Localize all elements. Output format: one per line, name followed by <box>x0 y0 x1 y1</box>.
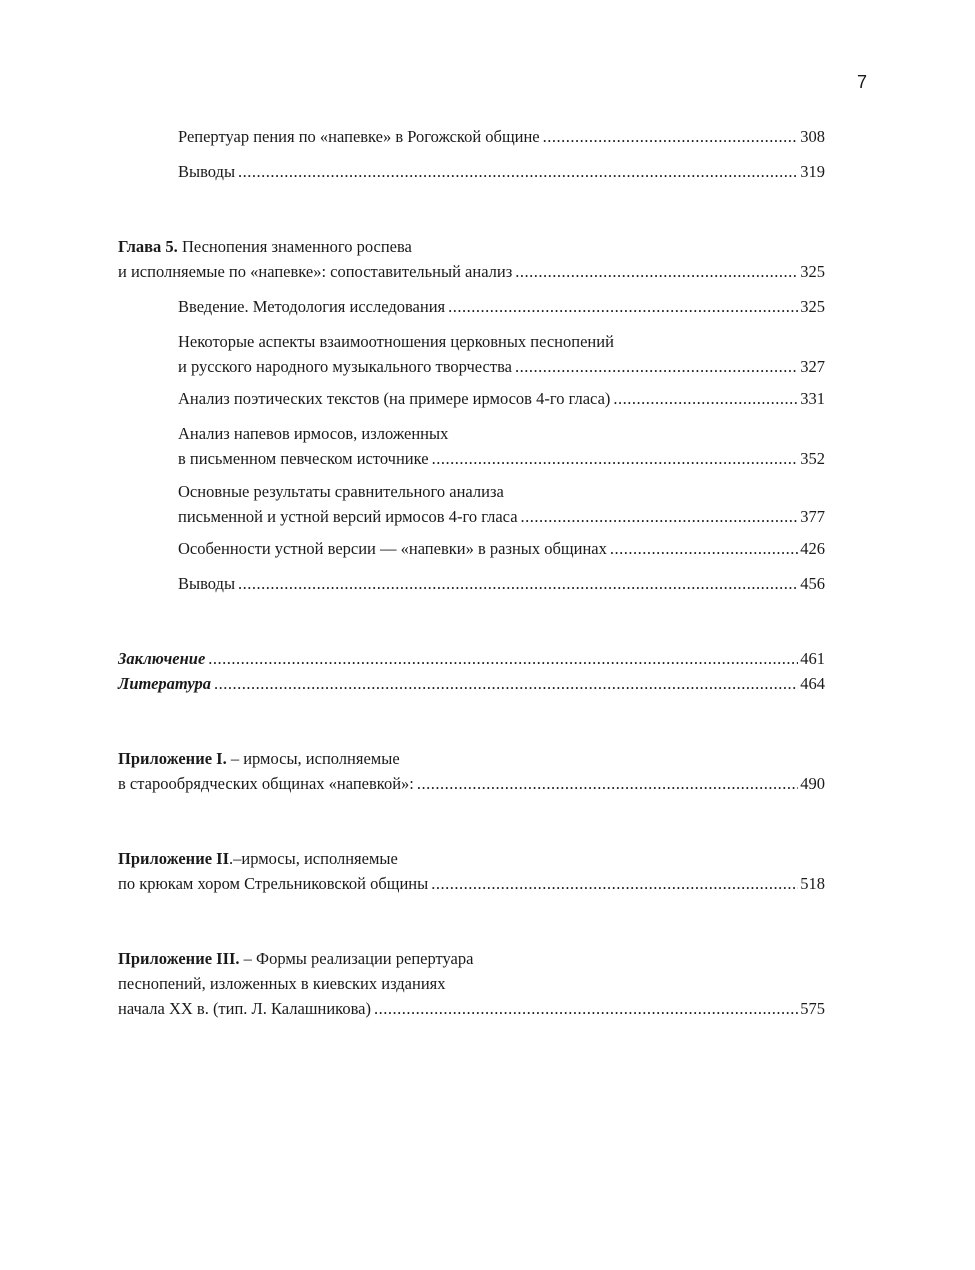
entry-title: Анализ напевов ирмосов, изложенных <box>178 424 449 443</box>
entry-title: Выводы <box>178 162 236 181</box>
toc-entry-appendix-1[interactable] <box>118 746 825 796</box>
appendix-label: Приложение I. <box>118 749 227 768</box>
toc-entry-oral-version[interactable] <box>118 536 825 561</box>
entry-title: Заключение <box>118 649 206 668</box>
entry-title-cont: песнопений, изложенных в киевских изданиях <box>118 974 446 993</box>
entry-title: Репертуар пения по «напевке» в Рогожской общине <box>178 127 540 146</box>
dot-leader <box>543 124 799 149</box>
dot-leader <box>374 996 798 1021</box>
dot-leader <box>521 504 799 529</box>
toc-entry-conclusions-ch4[interactable] <box>118 159 825 184</box>
entry-page: 490 <box>800 774 825 793</box>
entry-title-cont: и исполняемые по «напевке»: сопоставительный анализ <box>118 262 513 281</box>
entry-title-cont: начала XX в. (тип. Л. Калашникова) <box>118 999 371 1018</box>
dot-leader <box>208 646 798 671</box>
dot-leader <box>515 259 798 284</box>
entry-title: – Формы реализации репертуара <box>239 949 474 968</box>
dot-leader <box>417 771 798 796</box>
entry-page: 518 <box>800 874 825 893</box>
entry-title-cont: по крюкам хором Стрельниковской общины <box>118 874 429 893</box>
entry-title: Литература <box>118 674 211 693</box>
toc-entry-introduction[interactable] <box>118 294 825 319</box>
toc-entry-poetic-texts[interactable] <box>118 386 825 411</box>
toc-entry-appendix-2[interactable] <box>118 846 825 896</box>
entry-page: 461 <box>800 649 825 668</box>
entry-title: Введение. Методология исследования <box>178 297 446 316</box>
entry-page: 456 <box>800 574 825 593</box>
entry-title: Особенности устной версии — «напевки» в разных общинах <box>178 539 607 558</box>
entry-title-cont: письменной и устной версий ирмосов 4-го гласа <box>178 507 518 526</box>
appendix-label: Приложение II <box>118 849 229 868</box>
entry-page: 575 <box>800 999 825 1018</box>
entry-page: 308 <box>800 127 825 146</box>
dot-leader <box>613 386 798 411</box>
entry-page: 327 <box>800 357 825 376</box>
dot-leader <box>610 536 798 561</box>
dot-leader <box>448 294 798 319</box>
entry-page: 464 <box>800 674 825 693</box>
entry-title: Некоторые аспекты взаимоотношения церковных песнопений <box>178 332 614 351</box>
dot-leader <box>238 571 798 596</box>
entry-page: 325 <box>800 262 825 281</box>
toc-entry-melodies[interactable] <box>118 421 825 471</box>
entry-title-cont: и русского народного музыкального творчества <box>178 357 512 376</box>
chapter-label: Глава 5. <box>118 237 178 256</box>
entry-page: 331 <box>800 389 825 408</box>
dot-leader <box>431 871 798 896</box>
dot-leader <box>515 354 798 379</box>
appendix-label: Приложение III. <box>118 949 240 968</box>
entry-page: 319 <box>800 162 825 181</box>
entry-title: – ирмосы, исполняемые <box>226 749 400 768</box>
toc-entry-results[interactable] <box>118 479 825 529</box>
entry-title: Анализ поэтических текстов (на примере ирмосов 4-го гласа) <box>178 389 611 408</box>
entry-title-cont: в письменном певческом источнике <box>178 449 429 468</box>
toc-entry-appendix-3[interactable] <box>118 946 825 1021</box>
page-number: 7 <box>856 72 867 92</box>
dot-leader <box>432 446 799 471</box>
entry-page: 352 <box>800 449 825 468</box>
toc-entry-chapter-5[interactable] <box>118 234 825 284</box>
toc-entry-conclusions-ch5[interactable] <box>118 571 825 596</box>
toc-entry-repertoire[interactable] <box>118 124 825 149</box>
toc-entry-literature[interactable] <box>118 671 825 696</box>
dot-leader <box>214 671 798 696</box>
toc-entry-conclusion[interactable] <box>118 646 825 671</box>
entry-page: 325 <box>800 297 825 316</box>
dot-leader <box>238 159 798 184</box>
entry-title-cont: в старообрядческих общинах «напевкой»: <box>118 774 414 793</box>
entry-title: Выводы <box>178 574 236 593</box>
entry-title: .–ирмосы, исполняемые <box>229 849 398 868</box>
toc-entry-aspects[interactable] <box>118 329 825 379</box>
entry-title: Песнопения знаменного роспева <box>181 237 412 256</box>
entry-title: Основные результаты сравнительного анализа <box>178 482 504 501</box>
entry-page: 377 <box>800 507 825 526</box>
entry-page: 426 <box>800 539 825 558</box>
